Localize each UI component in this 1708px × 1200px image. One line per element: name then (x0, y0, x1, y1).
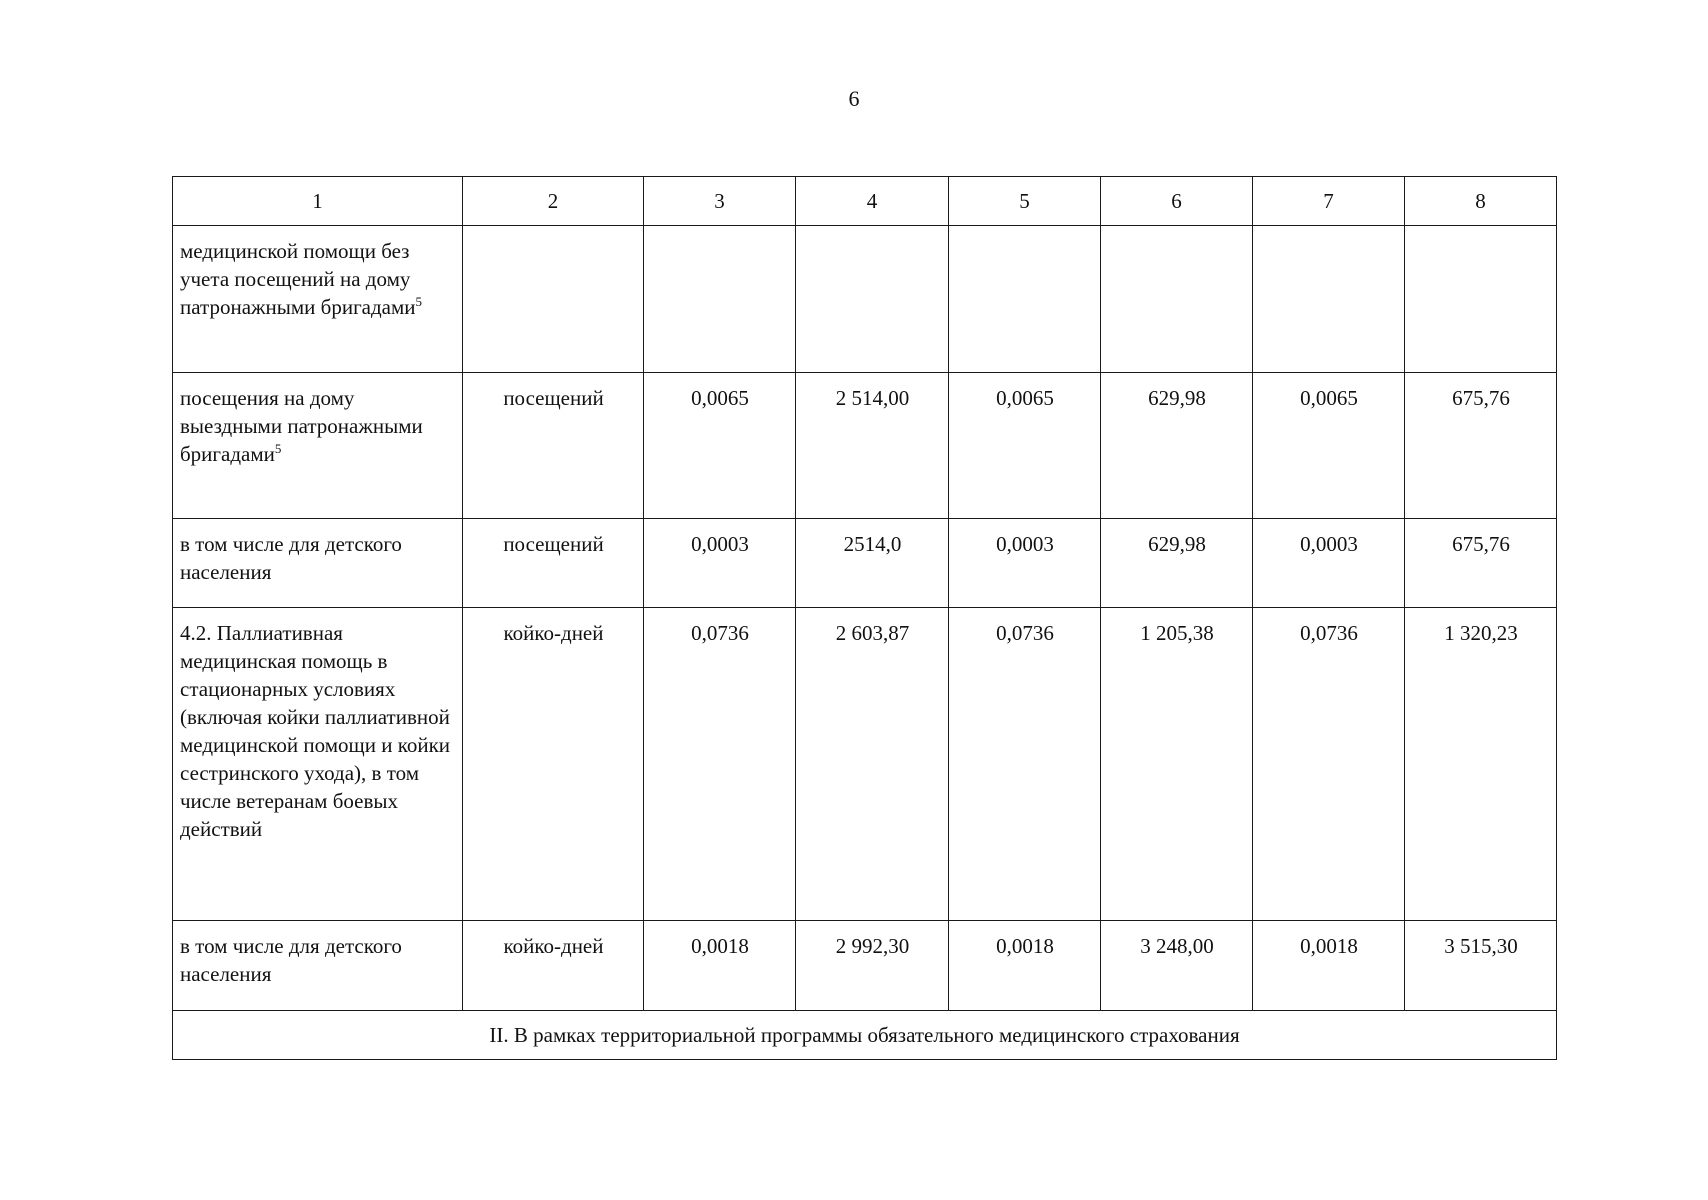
page-number: 6 (848, 86, 860, 111)
column-header: 2 (463, 177, 644, 226)
value-cell: 2 603,87 (796, 608, 949, 921)
value-cell (644, 226, 796, 373)
value-cell: 3 248,00 (1101, 921, 1253, 1011)
unit-cell (463, 226, 644, 373)
value-cell: 1 205,38 (1101, 608, 1253, 921)
footnote-marker: 5 (274, 441, 282, 456)
value-cell: 0,0018 (644, 921, 796, 1011)
value-cell (1405, 226, 1557, 373)
column-header: 4 (796, 177, 949, 226)
unit-cell: посещений (463, 519, 644, 608)
footnote-marker: 5 (415, 294, 423, 309)
value-cell: 2514,0 (796, 519, 949, 608)
section-heading-row (173, 1011, 1557, 1060)
unit-cell: посещений (463, 373, 644, 519)
table-row (173, 608, 1557, 921)
column-header: 1 (173, 177, 463, 226)
column-header: 6 (1101, 177, 1253, 226)
value-cell: 0,0065 (1253, 373, 1405, 519)
value-cell: 0,0003 (949, 519, 1101, 608)
column-header: 8 (1405, 177, 1557, 226)
table-row (173, 373, 1557, 519)
column-header: 3 (644, 177, 796, 226)
value-cell: 0,0003 (1253, 519, 1405, 608)
value-cell: 2 992,30 (796, 921, 949, 1011)
value-cell (949, 226, 1101, 373)
value-cell: 0,0736 (1253, 608, 1405, 921)
table-row (173, 226, 1557, 373)
value-cell: 0,0065 (644, 373, 796, 519)
data-table (172, 176, 1557, 1060)
row-description-cell: в том числе для детского населения (173, 921, 463, 1011)
row-description-cell: в том числе для детского населения (173, 519, 463, 608)
row-description: посещения на дому выездными патронажными бригадами (180, 386, 423, 466)
value-cell (1253, 226, 1405, 373)
table-row (173, 519, 1557, 608)
value-cell: 1 320,23 (1405, 608, 1557, 921)
value-cell: 3 515,30 (1405, 921, 1557, 1011)
section-heading: II. В рамках территориальной программы обязательного медицинского страхования (173, 1011, 1557, 1060)
value-cell: 629,98 (1101, 519, 1253, 608)
row-description: медицинской помощи без учета посещений на дому патронажными бригадами (180, 239, 416, 319)
value-cell: 0,0003 (644, 519, 796, 608)
row-description-cell (173, 373, 463, 519)
column-header: 7 (1253, 177, 1405, 226)
value-cell (1101, 226, 1253, 373)
value-cell: 675,76 (1405, 519, 1557, 608)
value-cell: 0,0065 (949, 373, 1101, 519)
value-cell: 0,0018 (949, 921, 1101, 1011)
unit-cell: койко-дней (463, 608, 644, 921)
value-cell: 2 514,00 (796, 373, 949, 519)
value-cell (796, 226, 949, 373)
value-cell: 0,0736 (644, 608, 796, 921)
column-number-row (173, 177, 1557, 226)
row-description-cell (173, 226, 463, 373)
value-cell: 675,76 (1405, 373, 1557, 519)
value-cell: 629,98 (1101, 373, 1253, 519)
value-cell: 0,0736 (949, 608, 1101, 921)
row-description-cell: 4.2. Паллиативная медицинская помощь в стационарных условиях (включая койки паллиативной медицинской помощи и койки сестринского ухода), в том числе ветеранам боевых действий (173, 608, 463, 921)
value-cell: 0,0018 (1253, 921, 1405, 1011)
unit-cell: койко-дней (463, 921, 644, 1011)
column-header: 5 (949, 177, 1101, 226)
table-row (173, 921, 1557, 1011)
